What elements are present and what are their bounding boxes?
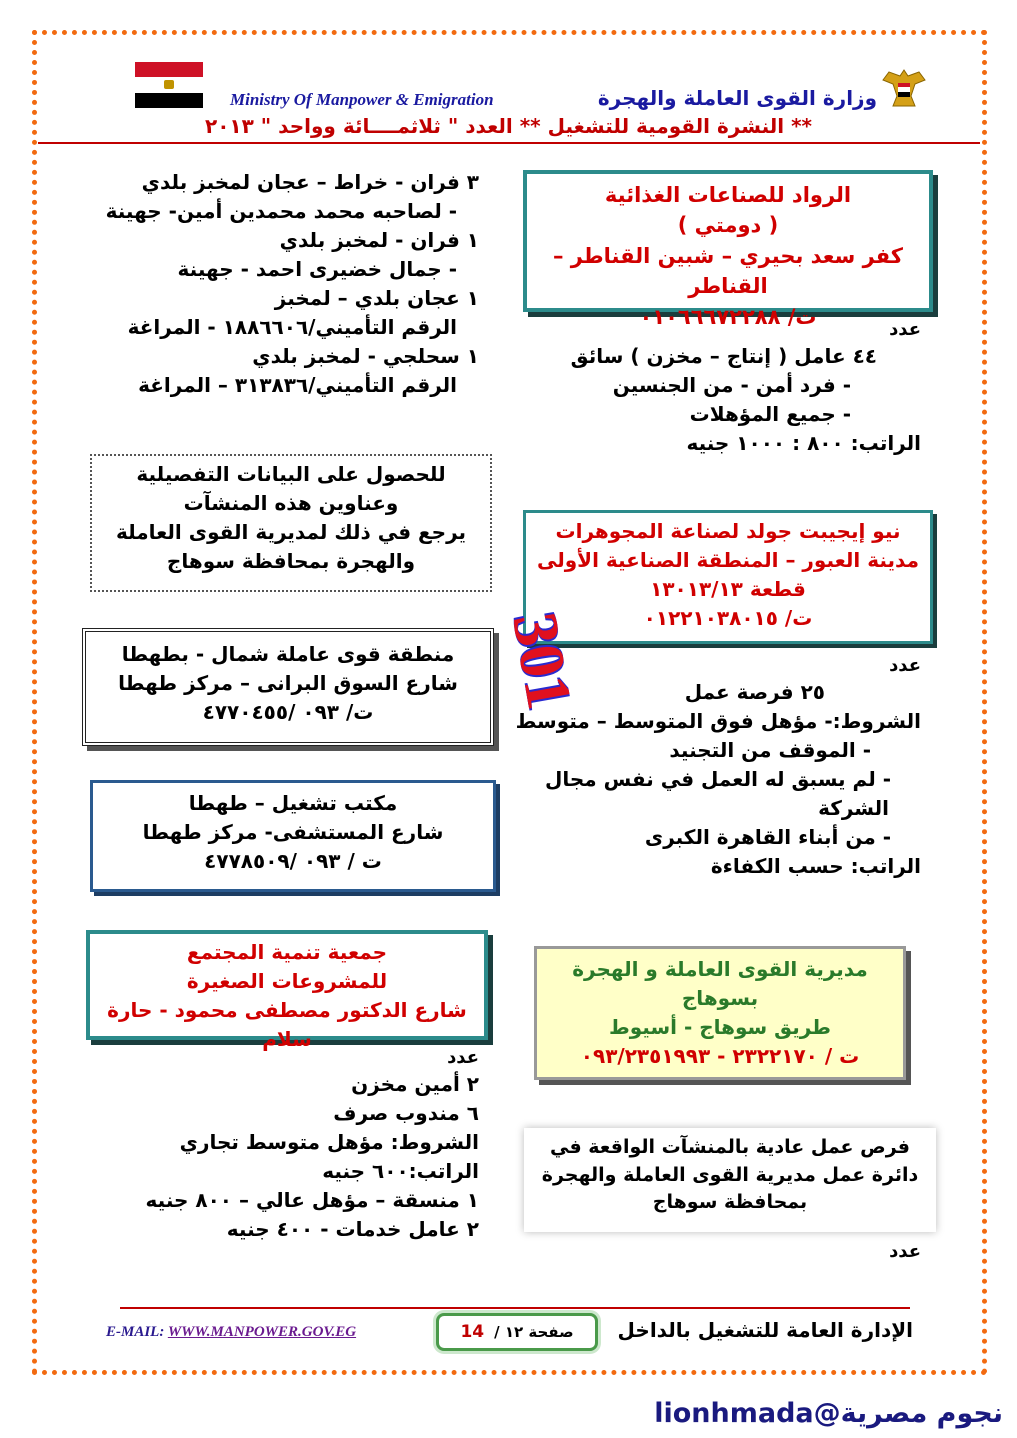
info-line: وعناوين هذه المنشآت (183, 491, 399, 515)
list-item: ١ فران - لمخبز بلدي (279, 228, 479, 252)
watermark: نجوم مصرية@lionhmada (654, 1398, 1003, 1429)
list-item: - جمال خضيرى احمد - جهينة (177, 257, 457, 281)
list-item: ٢ أمين مخزن (351, 1072, 479, 1096)
society-box (86, 930, 488, 1051)
page-number: 14 (460, 1322, 485, 1342)
list-item: الرقم التأميني/١٨٨٦٦٠٦ - المراغة (127, 315, 457, 339)
info-box (90, 454, 492, 592)
list-item: - جميع المؤهلات (689, 402, 851, 426)
regular-line: دائرة عمل مديرية القوى العاملة والهجرة (541, 1163, 919, 1186)
eagle-emblem-icon (881, 66, 927, 110)
directorate-name: مديرية القوى العاملة و الهجرة (572, 957, 868, 981)
tanta-office-box (90, 780, 496, 892)
rawad-brand: ( دومتي ) (677, 213, 779, 238)
list-item: - لصاحبه محمد محمدين أمين- جهينة (105, 199, 457, 223)
list-item: ٣ فران - خراط – عجان لمخبز بلدي (141, 170, 479, 194)
directorate-box (534, 946, 906, 1080)
rawad-phone: ت/ ٠١٠٦٦٦٧٢٢٨٨ (639, 304, 817, 329)
count-label: عدد (889, 1241, 921, 1262)
info-line: للحصول على البيانات التفصيلية (136, 462, 446, 486)
directorate-address: طريق سوهاج - أسيوط (608, 1015, 831, 1039)
newegypt-plot: قطعة ١٣٠١٣/١٣ (650, 577, 806, 601)
list-item: - لم يسبق له العمل في نفس مجال (544, 767, 891, 791)
tanta-region-address: شارع السوق البرانى – مركز طهطا (118, 671, 458, 695)
tanta-office-name: مكتب تشغيل – طهطا (188, 791, 398, 815)
salary: الراتب: حسب الكفاءة (710, 854, 921, 878)
list-item: - الموقف من التجنيد (669, 738, 871, 762)
regular-line: فرص عمل عادية بالمنشآت الواقعة في (550, 1136, 910, 1158)
rawad-company-box (523, 170, 933, 329)
newegypt-phone: ت/ ٠١٢٢١٠٣٨٠١٥ (643, 606, 813, 630)
society-subtitle: للمشروعات الصغيرة (186, 969, 388, 993)
bakery-jobs (106, 168, 479, 400)
newegypt-name: نيو إيجيبت جولد لصناعة المجوهرات (555, 519, 901, 543)
list-item: ٦ مندوب صرف (333, 1101, 479, 1125)
issue-number-stamp (488, 600, 598, 730)
count-label: عدد (447, 1047, 479, 1068)
tanta-region-box (82, 628, 494, 746)
tanta-office-address: شارع المستشفى- مركز طهطا (142, 820, 444, 844)
salary: الراتب:٦٠٠ جنيه (322, 1159, 479, 1183)
list-item: الشروط: مؤهل متوسط تجاري (179, 1130, 479, 1154)
page-number-badge (436, 1313, 598, 1351)
info-line: والهجرة بمحافظة سوهاج (166, 549, 416, 573)
list-item: ٢٥ فرصة عمل (684, 680, 825, 704)
stamp-text: 301 (499, 607, 586, 715)
footer-rule (120, 1307, 910, 1309)
list-item: - من أبناء القاهرة الكبرى (644, 825, 891, 849)
list-item: ٤٤ عامل ( إنتاج – مخزن ) سائق (570, 344, 877, 368)
regular-line: بمحافظة سوهاج (652, 1191, 808, 1214)
society-name: جمعية تنمية المجتمع (186, 940, 388, 964)
tanta-region-name: منطقة قوى عاملة شمال - بطهطا (121, 642, 455, 666)
list-item: الشروط:- مؤهل فوق المتوسط – متوسط (515, 709, 921, 733)
salary: الراتب: ٨٠٠ : ١٠٠٠ جنيه (686, 431, 921, 455)
list-item: - فرد أمن - من الجنسين (612, 373, 851, 397)
society-jobs (146, 1046, 479, 1244)
header-rule (38, 142, 980, 144)
list-item: ٢ عامل خدمات - ٤٠٠ جنيه (226, 1217, 479, 1241)
list-item: الشركة (818, 796, 889, 820)
ministry-name-arabic: وزارة القوى العاملة والهجرة (597, 86, 877, 110)
egypt-flag-icon (135, 62, 203, 108)
list-item: الرقم التأميني/٣١٣٨٣٦ – المراغة (138, 373, 457, 397)
list-item: ١ عجان بلدي – لمخبز (274, 286, 479, 310)
info-line: يرجع في ذلك لمديرية القوى العاملة (115, 520, 467, 544)
list-item: ١ منسقة – مؤهل عالي – ٨٠٠ جنيه (145, 1188, 479, 1212)
email-label: E-MAIL: (106, 1324, 165, 1340)
department-name: الإدارة العامة للتشغيل بالداخل (617, 1318, 913, 1342)
count-label: عدد (889, 655, 921, 676)
rawad-jobs (571, 318, 921, 458)
list-item: ١ سحلجي - لمخبز بلدي (252, 344, 479, 368)
email-link[interactable]: WWW.MANPOWER.GOV.EG (167, 1324, 357, 1340)
tanta-region-phone: ت/ ٠٩٣ /٤٧٧٠٤٥٥ (202, 700, 374, 724)
newegypt-address: مدينة العبور – المنطقة الصناعية الأولى (537, 548, 919, 572)
directorate-phone: ت / ٢٣٢٢١٧٠ - ٠٩٣/٢٣٥١٩٩٣ (580, 1044, 860, 1068)
rawad-address: كفر سعد بحيري – شبين القناطر – القناطر (553, 243, 903, 299)
tanta-office-phone: ت / ٠٩٣ /٤٧٧٨٥٠٩ (204, 849, 382, 873)
rawad-name: الرواد للصناعات الغذائية (604, 183, 852, 207)
bulletin-title: ** النشرة القومية للتشغيل ** العدد " ثلاثمــــائة وواحد " ٢٠١٣ (205, 114, 812, 138)
email-footer (106, 1324, 356, 1341)
ministry-name-english: Ministry Of Manpower & Emigration (230, 90, 494, 109)
count-label: عدد (889, 319, 921, 340)
page-label: صفحة ١٢ / (494, 1323, 574, 1341)
society-address: شارع الدكتور مصطفى محمود - حارة سلام (107, 998, 467, 1051)
directorate-city: بسوهاج (681, 986, 759, 1010)
regular-jobs-box (524, 1128, 936, 1232)
